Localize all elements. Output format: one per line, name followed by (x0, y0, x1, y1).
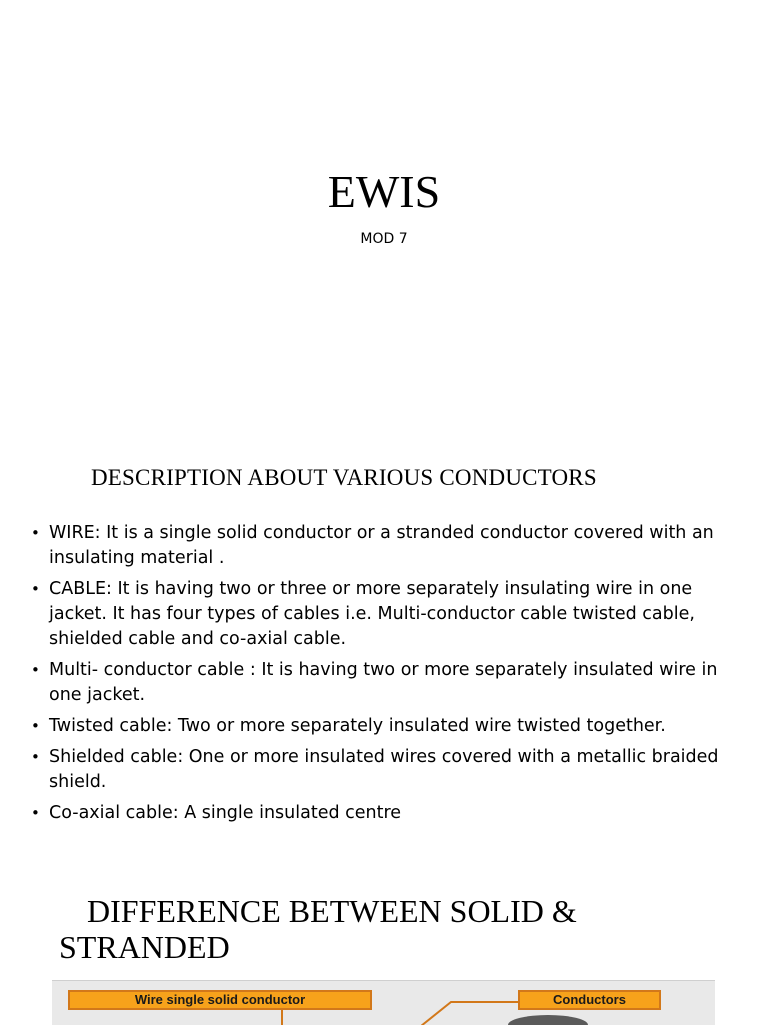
bullet-text: Co-axial cable: A single insulated centre (49, 803, 402, 823)
section-heading: DESCRIPTION ABOUT VARIOUS CONDUCTORS (91, 465, 597, 490)
section-heading (59, 893, 699, 965)
leader-line (421, 1000, 518, 1025)
bullet-item-wire (29, 521, 749, 571)
bullet-item-multi-conductor (29, 658, 749, 708)
bullet-text: Multi- conductor cable : It is having two or more separately insulated wire in one jacket. (49, 660, 718, 705)
bullet-text: Twisted cable: Two or more separately insulated wire twisted together. (49, 716, 666, 736)
heading-line-2: STRANDED (59, 929, 230, 965)
bullet-icon: • (31, 748, 40, 766)
bullet-text: CABLE: It is having two or three or more separately insulating wire in one jacket. It has four types of cables i.e. Multi-conductor cable twisted cable, shielded cable and co-axial cable. (49, 579, 695, 649)
slide-title: EWIS (327, 166, 441, 217)
bullet-item-cable (29, 577, 749, 652)
bullet-text: WIRE: It is a single solid conductor or a stranded conductor covered with an insulating material . (49, 523, 714, 568)
bullet-icon: • (31, 524, 40, 542)
bullet-icon: • (31, 580, 40, 598)
bullet-icon: • (31, 804, 40, 822)
bullet-item-co-axial (29, 801, 749, 826)
bullet-item-shielded (29, 745, 749, 795)
leader-line (281, 1010, 283, 1025)
label-conductors: Conductors (518, 990, 661, 1010)
conductor-diagram (52, 980, 715, 1025)
bullet-item-twisted (29, 714, 749, 739)
heading-line-1: DIFFERENCE BETWEEN SOLID & (87, 893, 577, 929)
slide-subtitle: MOD 7 (360, 231, 408, 247)
bullet-text: Shielded cable: One or more insulated wires covered with a metallic braided shield. (49, 747, 719, 792)
bullet-list (29, 521, 749, 832)
bullet-icon: • (31, 717, 40, 735)
bullet-icon: • (31, 661, 40, 679)
label-solid-conductor: Wire single solid conductor (68, 990, 372, 1010)
